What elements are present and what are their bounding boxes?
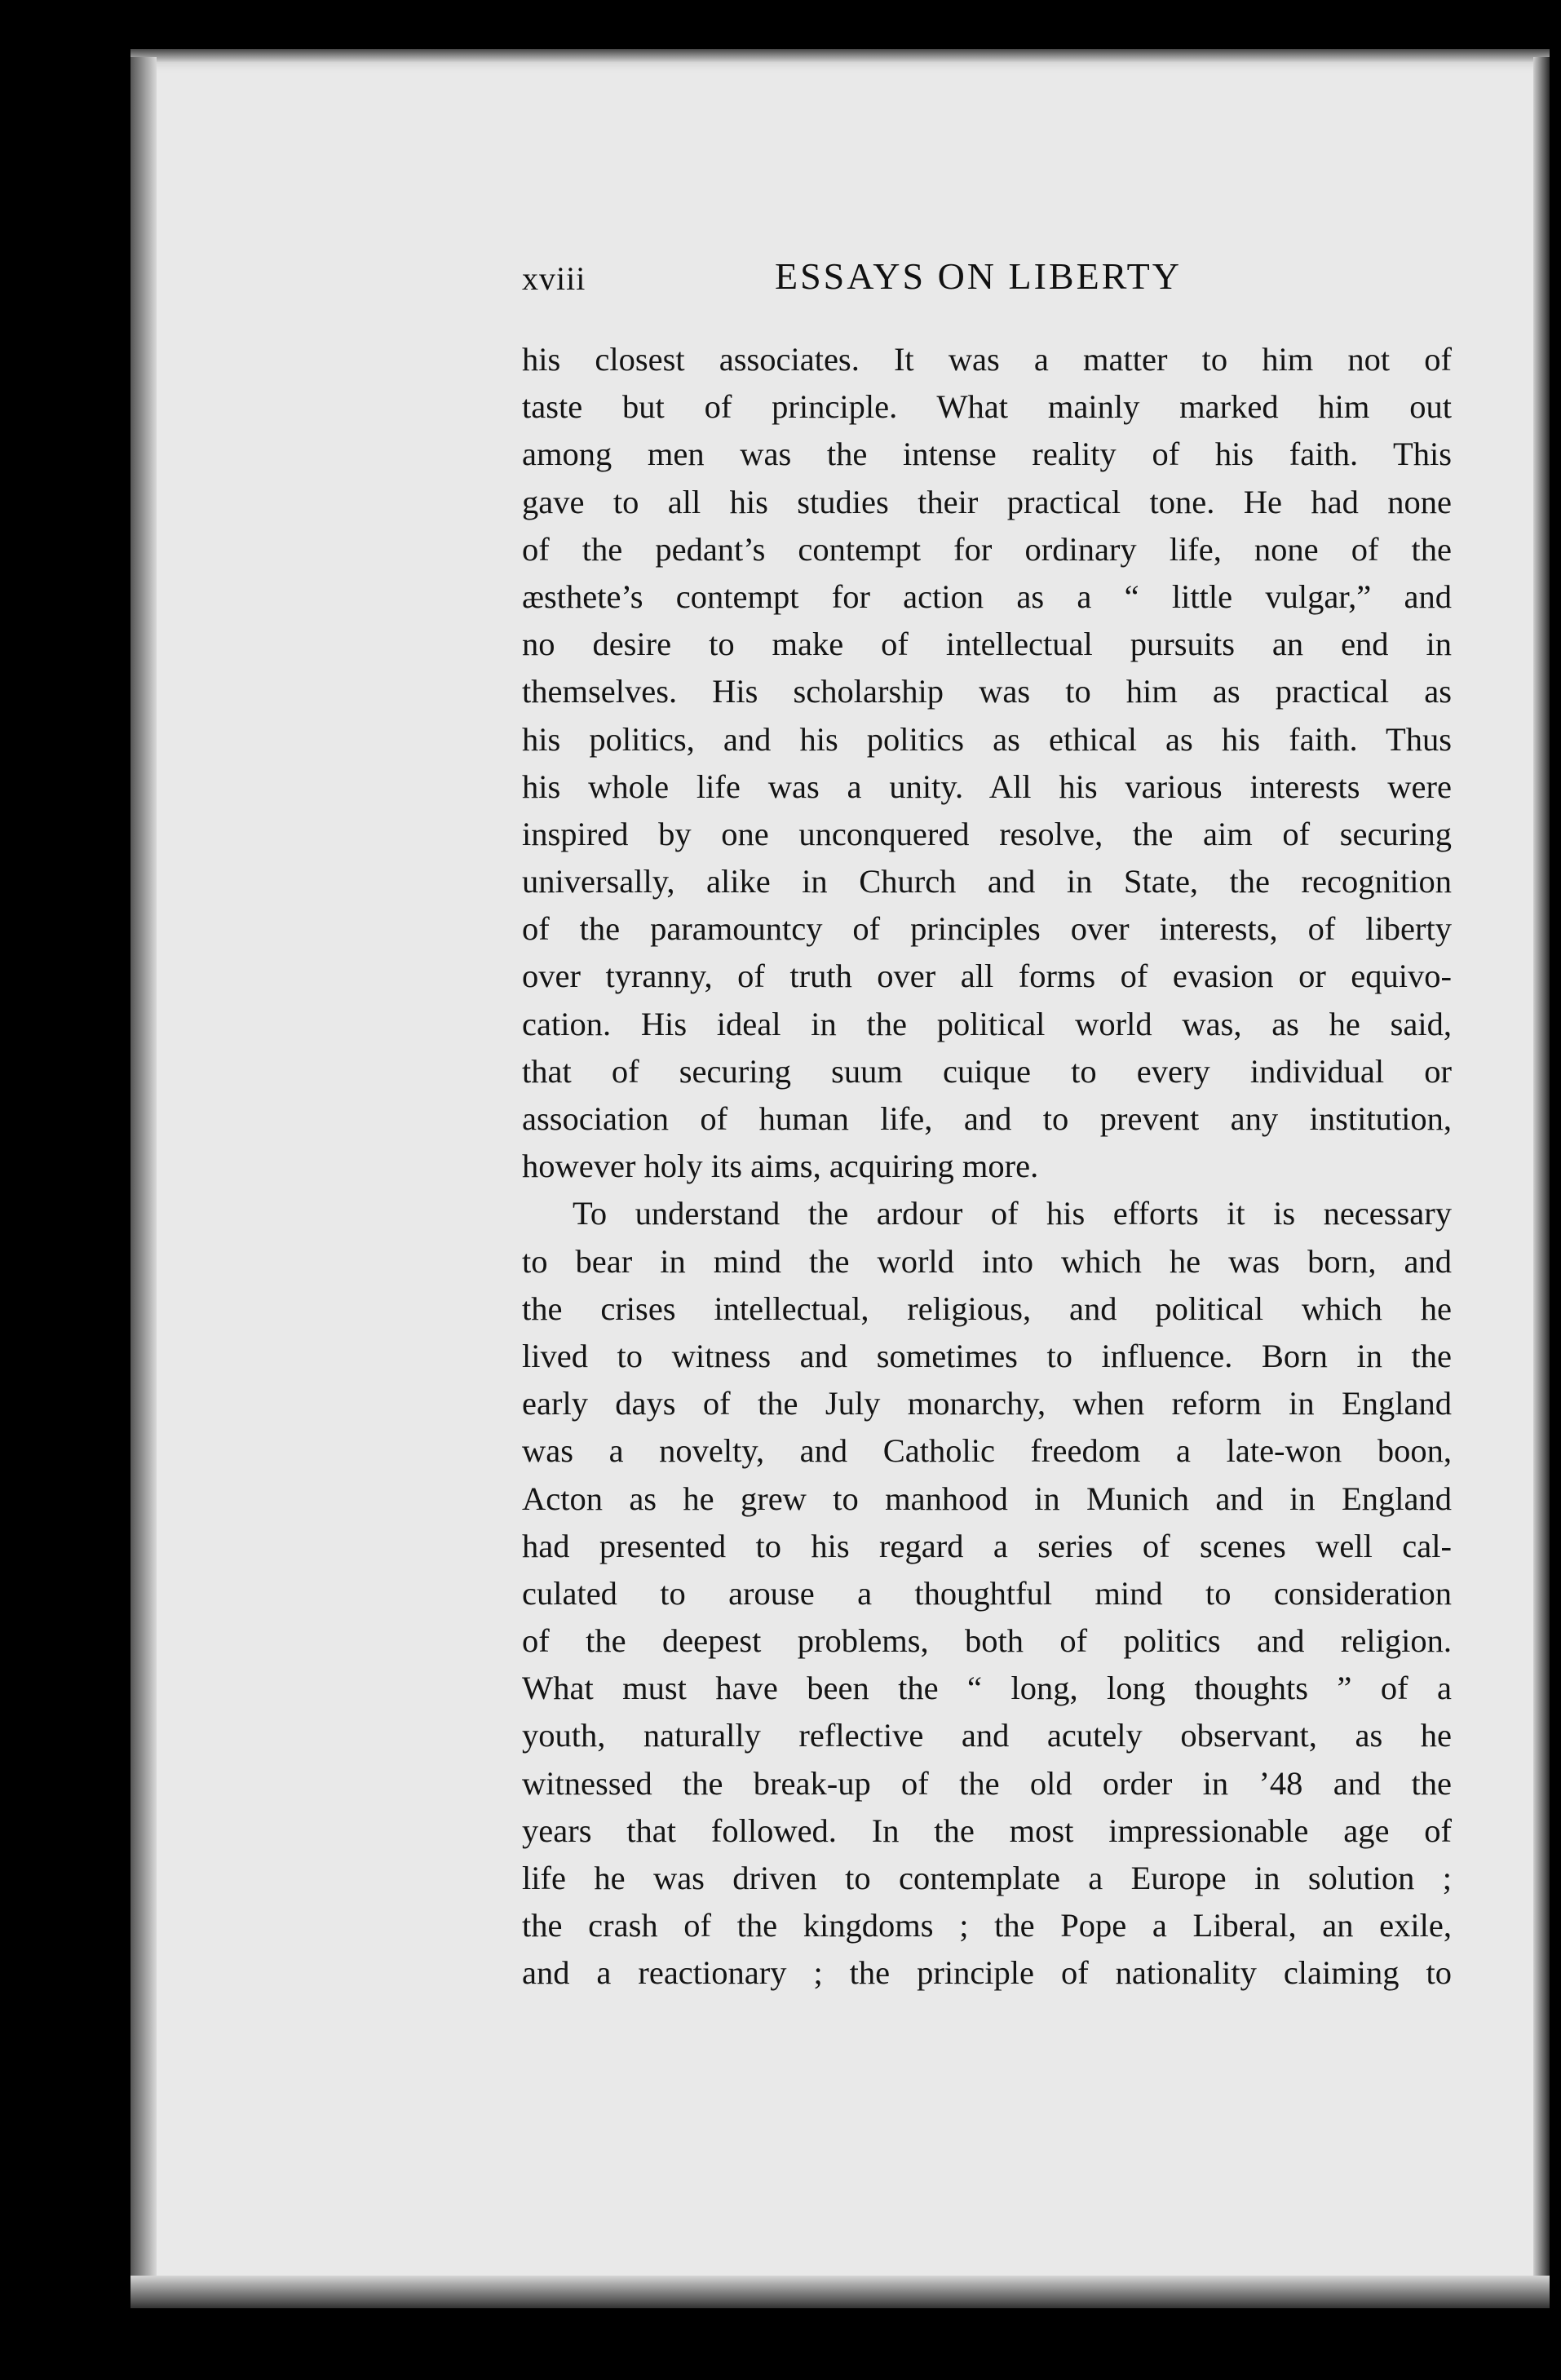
text-line: the crises intellectual, religious, and political which he — [522, 1290, 1452, 1327]
text-line: of the paramountcy of principles over interests, of liberty — [522, 910, 1452, 948]
text-line: no desire to make of intellectual pursuits an end in — [522, 626, 1452, 663]
text-line: taste but of principle. What mainly marked him out — [522, 388, 1452, 426]
text-line: had presented to his regard a series of scenes well cal- — [522, 1527, 1452, 1564]
paragraph-1 — [522, 336, 1452, 1190]
text-line: cation. His ideal in the political world was, as he said, — [522, 1005, 1452, 1042]
text-line: years that followed. In the most impressionable age of — [522, 1812, 1452, 1849]
text-line: among men was the intense reality of his faith. This — [522, 436, 1452, 473]
text-line: What must have been the “ long, long thoughts ” of a — [522, 1670, 1452, 1707]
page-number: xviii — [522, 260, 586, 297]
text-line: To understand the ardour of his efforts it is necessary — [573, 1195, 1452, 1232]
text-line: universally, alike in Church and in State, the recognition — [522, 863, 1452, 900]
running-title: ESSAYS ON LIBERTY — [775, 255, 1182, 297]
text-line: culated to arouse a thoughtful mind to consideration — [522, 1574, 1452, 1612]
text-line: that of securing suum cuique to every individual or — [522, 1052, 1452, 1090]
running-head — [522, 254, 1468, 303]
text-line: of the deepest problems, both of politics and religion. — [522, 1622, 1452, 1660]
text-line: and a reactionary ; the principle of nationality claiming to — [522, 1954, 1452, 1992]
text-line: was a novelty, and Catholic freedom a late-won boon, — [522, 1432, 1452, 1470]
text-line: early days of the July monarchy, when reform in England — [522, 1385, 1452, 1422]
text-line: his closest associates. It was a matter to him not of — [522, 341, 1452, 378]
text-line: of the pedant’s contempt for ordinary life, none of the — [522, 530, 1452, 568]
page-edge-right — [1533, 57, 1550, 2308]
text-line: life he was driven to contemplate a Europe in solution ; — [522, 1860, 1452, 1896]
page-edge-left — [130, 57, 157, 2308]
text-line: to bear in mind the world into which he was born, and — [522, 1242, 1452, 1280]
text-line: his politics, and his politics as ethical as his faith. Thus — [522, 720, 1452, 758]
text-line: over tyranny, of truth over all forms of evasion or equivo- — [522, 958, 1452, 995]
text-line: the crash of the kingdoms ; the Pope a Liberal, an exile, — [522, 1907, 1452, 1944]
text-line: witnessed the break-up of the old order in ’48 and the — [522, 1764, 1452, 1802]
text-line: youth, naturally reflective and acutely observant, as he — [522, 1717, 1452, 1754]
body-text — [522, 336, 1452, 1997]
text-line: inspired by one unconquered resolve, the aim of securing — [522, 815, 1452, 852]
page-edge-bottom — [130, 2276, 1550, 2308]
text-line: themselves. His scholarship was to him as practical as — [522, 673, 1452, 710]
text-line: æsthete’s contempt for action as a “ little vulgar,” and — [522, 577, 1452, 615]
text-line: Acton as he grew to manhood in Munich and in England — [522, 1480, 1452, 1517]
page-edge-top — [130, 49, 1550, 62]
paragraph-2 — [522, 1190, 1452, 1997]
text-line: lived to witness and sometimes to influence. Born in the — [522, 1337, 1452, 1374]
text-line: gave to all his studies their practical tone. He had none — [522, 483, 1452, 520]
text-line: however holy its aims, acquiring more. — [522, 1148, 1039, 1185]
text-line: association of human life, and to prevent any institution, — [522, 1100, 1452, 1137]
text-line: his whole life was a unity. All his various interests were — [522, 768, 1452, 805]
